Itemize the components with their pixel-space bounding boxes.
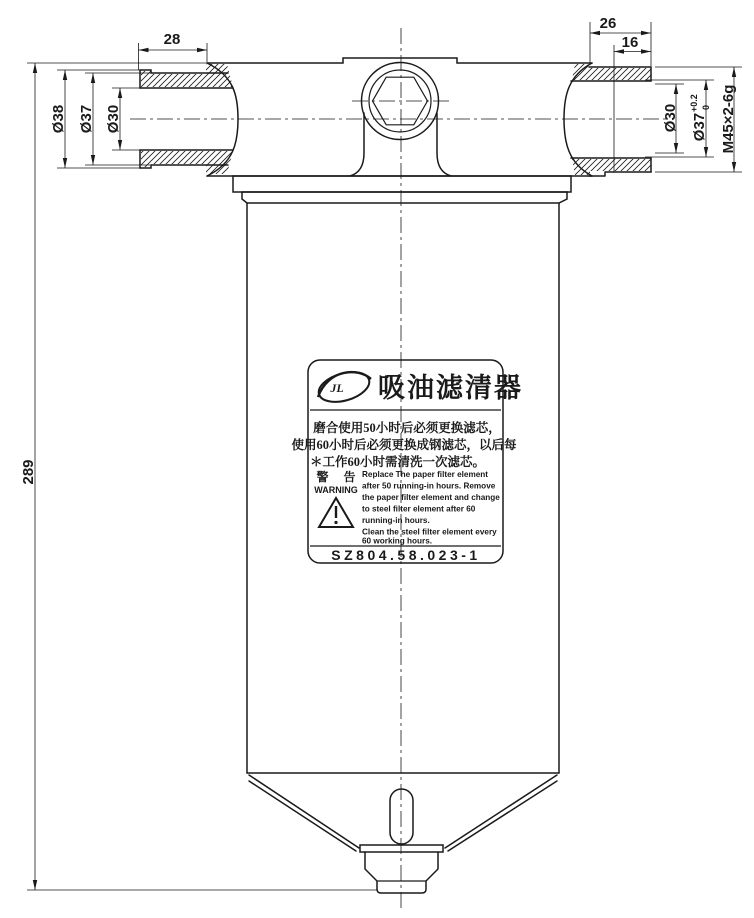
dim-right-od-group <box>689 94 711 141</box>
warning-text-line: 60 working hours. <box>362 536 433 546</box>
logo-text: JL <box>330 381 344 395</box>
plug-boss-left-side <box>350 113 364 176</box>
label-warning-cn: 警 告 <box>316 470 362 484</box>
dim-right-od: Ø37 <box>691 112 708 142</box>
bowl-rim <box>242 192 567 203</box>
filter-head <box>140 58 651 176</box>
right-port-outer-bottom <box>589 172 651 176</box>
warning-text-line: after 50 running-in hours. Remove <box>362 481 496 491</box>
label-notice-line-3: ＊工作60小时需清洗一次滤芯。 <box>310 455 486 469</box>
label-warning-text <box>362 470 500 546</box>
dim-right-thread-length: 16 <box>621 34 639 51</box>
label-notice-line-2: 使用60小时后必须更换成钢滤芯，以后每 <box>291 438 517 452</box>
dim-left-flange-od: Ø38 <box>50 104 67 134</box>
dim-left-bore: Ø30 <box>105 104 122 134</box>
warning-text-line: running-in hours. <box>362 516 430 525</box>
plug-boss-right-side <box>437 113 451 176</box>
label-notice-line-1: 磨合使用50小时后必须更换滤芯， <box>313 421 501 435</box>
dim-right-thread-spec: M45×2-6g <box>720 84 737 154</box>
dim-right-od-tol-lower: 0 <box>701 104 711 110</box>
dim-overall-height: 289 <box>20 459 37 485</box>
label-warning-en: WARNING <box>314 485 358 495</box>
dim-left-od: Ø37 <box>78 104 95 134</box>
dim-right-port-length: 26 <box>599 15 617 32</box>
drain-plug <box>360 845 443 893</box>
product-label <box>291 360 523 563</box>
bottom-cone <box>249 775 557 851</box>
label-product-name: 吸油滤清器 <box>378 373 523 403</box>
dim-right-bore: Ø30 <box>662 103 679 133</box>
warning-text-line: Replace The paper filter element <box>362 470 489 479</box>
drain-plug-body <box>365 852 438 893</box>
left-port-upper-wall-section <box>141 64 233 87</box>
warning-triangle-icon <box>319 498 353 527</box>
drain-plug-flange <box>360 845 443 852</box>
dim-right-od-tol-upper: +0.2 <box>689 94 699 112</box>
head-flange <box>233 176 571 192</box>
dimension-annotations <box>20 15 742 890</box>
warning-text-line: the paper filter element and change <box>362 493 500 502</box>
warning-text-line: Clean the steel filter element every <box>362 527 497 537</box>
element-pin <box>390 789 413 844</box>
dim-left-port-length: 28 <box>163 31 181 48</box>
ext-dim-26-16 <box>590 22 651 172</box>
warning-text-line: to steel filter element after 60 <box>362 504 476 514</box>
right-port-bore <box>571 81 651 158</box>
left-port-lower-wall-section <box>141 151 233 174</box>
brand-logo-icon <box>315 367 372 407</box>
label-part-number: SZ804.58.023-1 <box>331 547 481 563</box>
